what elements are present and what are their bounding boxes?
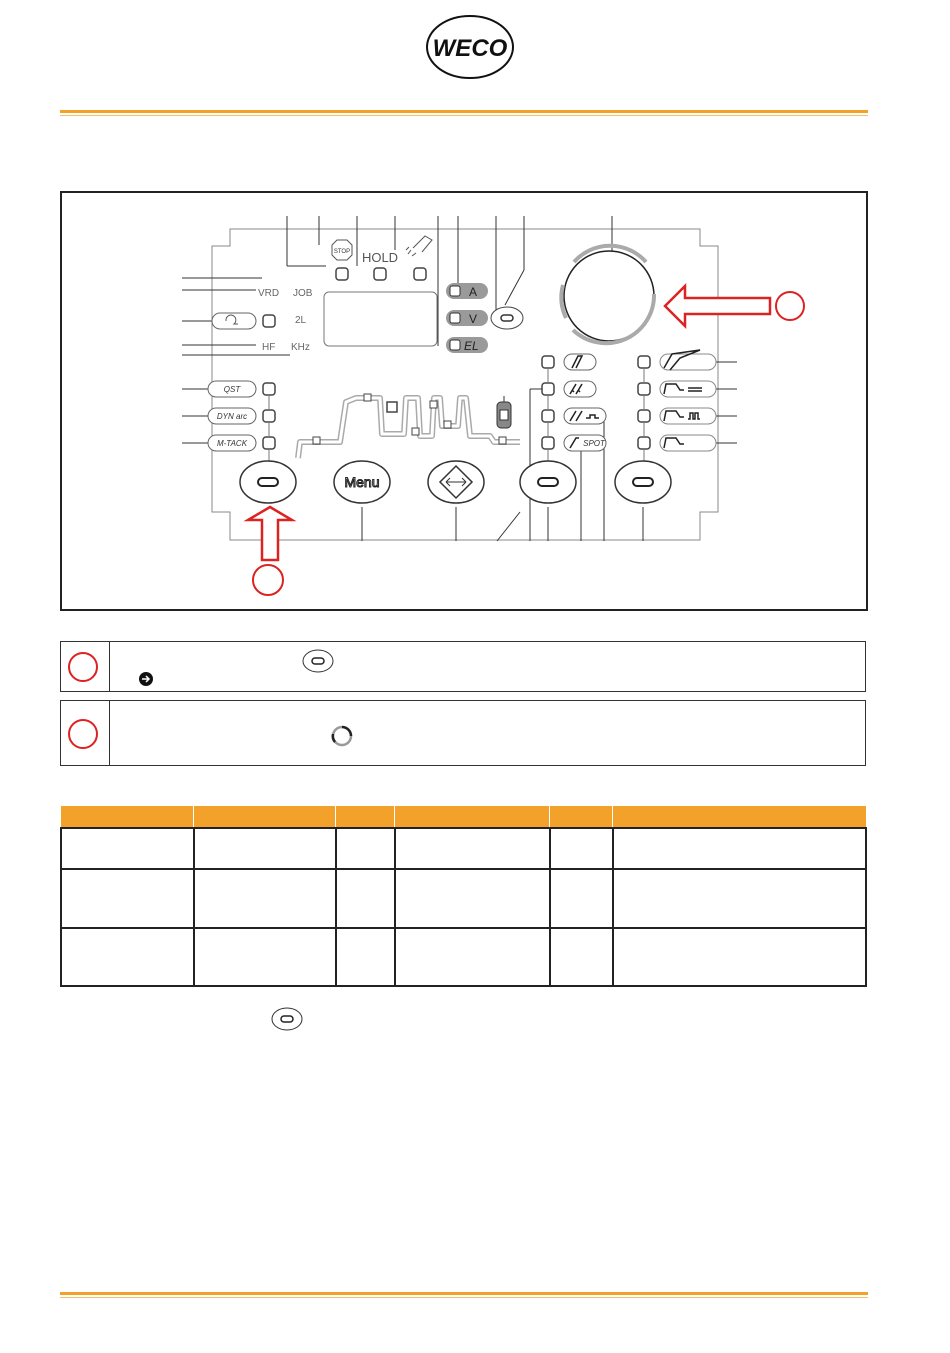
note-box-1 [60, 641, 866, 692]
svg-text:JOB: JOB [293, 288, 313, 299]
bilevel-icon [564, 408, 606, 424]
menu-button [334, 461, 390, 503]
encoder-arrow [665, 286, 804, 326]
svg-text:VRD: VRD [258, 288, 280, 299]
mma-electrode-icon [660, 354, 716, 370]
enter-button [428, 461, 484, 503]
svg-text:V: V [469, 312, 478, 326]
svg-text:A: A [469, 285, 478, 299]
meter-el [446, 337, 488, 353]
spot-label: SPOT [583, 439, 605, 448]
meter-a [446, 283, 488, 299]
process-select-button [520, 461, 576, 503]
mode-select-button [615, 461, 671, 503]
svg-text:HF: HF [262, 342, 276, 353]
hold-label: HOLD [361, 250, 399, 265]
encoder-icon [329, 723, 355, 749]
svg-text:Menu: Menu [344, 474, 380, 490]
encoder-knob-icon [561, 246, 654, 343]
svg-text:STOP: STOP [333, 249, 351, 255]
meter-select-button [491, 307, 523, 329]
torch-gas-icon [406, 236, 432, 256]
table-header-row [61, 806, 866, 828]
footer-rule [60, 1292, 868, 1295]
table-row [61, 828, 866, 869]
m-tack-label: M-TACK [216, 439, 248, 448]
note-box-2 [60, 700, 866, 766]
gas-icon [497, 396, 511, 428]
qst-label: QST [223, 385, 241, 394]
left-select-button [240, 461, 296, 503]
svg-text:EL: EL [464, 339, 479, 353]
meter-v [446, 310, 488, 326]
remote-control-icon [212, 313, 256, 329]
svg-text:2L: 2L [295, 315, 307, 326]
logo-text: WECO [432, 35, 508, 62]
table-row [61, 928, 866, 986]
select-button-icon [270, 1006, 304, 1032]
note-2-marker [61, 701, 110, 765]
dyn-arc-label: DYN arc [216, 412, 248, 421]
spec-table [60, 806, 867, 987]
table-row [61, 869, 866, 928]
arrow-right-icon [138, 671, 154, 687]
four-stroke-icon [564, 381, 596, 397]
select-button-icon [301, 648, 335, 674]
control-panel-diagram [0, 0, 950, 620]
select-arrow [248, 507, 292, 595]
note-1-marker [61, 642, 110, 691]
svg-text:KHz: KHz [291, 342, 310, 353]
stop-icon [332, 240, 352, 260]
